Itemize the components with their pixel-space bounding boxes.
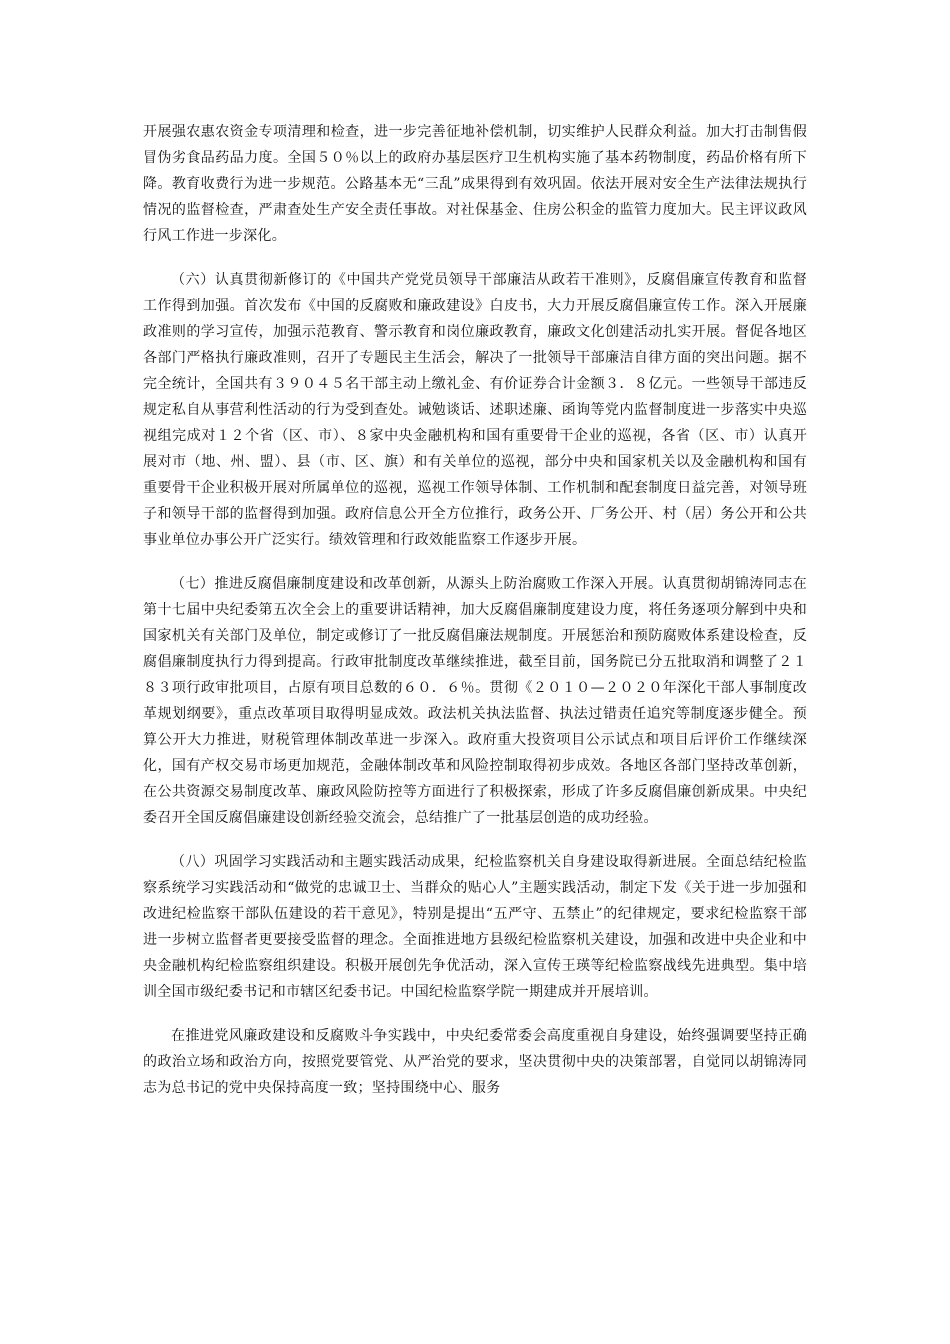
paragraph-section-seven: （七）推进反腐倡廉制度建设和改革创新，从源头上防治腐败工作深入开展。认真贯彻胡锦涛同志在第十七届中央纪委第五次全会上的重要讲话精神，加大反腐倡廉制度建设力度，将任务逐项分解到中央和国家机关有关部门及单位，制定或修订了一批反腐倡廉法规制度。开展惩治和预防腐败体系建设检查，反腐倡廉制度执行力得到提高。行政审批制度改革继续推进，截至目前，国务院已分五批取消和调整了２１８３项行政审批项目，占原有项目总数的６０．６％。贯彻《２０１０—２０２０年深化干部人事制度改革规划纲要》，重点改革项目取得明显成效。政法机关执法监督、执法过错责任追究等制度逐步健全。预算公开大力推进，财税管理体制改革进一步深入。政府重大投资项目公示试点和项目后评价工作继续深化，国有产权交易市场更加规范，金融体制改革和风险控制取得初步成效。各地区各部门坚持改革创新，在公共资源交易制度改革、廉政风险防控等方面进行了积极探索，形成了许多反腐倡廉创新成果。中央纪委召开全国反腐倡廉建设创新经验交流会，总结推广了一批基层创造的成功经验。 bbox=[143, 576, 807, 826]
document-page bbox=[143, 119, 807, 1101]
paragraph-continuation: 开展强农惠农资金专项清理和检查，进一步完善征地补偿机制，切实维护人民群众利益。加大打击制售假冒伪劣食品药品力度。全国５０％以上的政府办基层医疗卫生机构实施了基本药物制度，药品价格有所下降。教育收费行为进一步规范。公路基本无“三乱”成果得到有效巩固。依法开展对安全生产法律法规执行情况的监督检查，严肃查处生产安全责任事故。对社保基金、住房公积金的监管力度加大。民主评议政风行风工作进一步深化。 bbox=[143, 124, 807, 244]
paragraph-section-eight: （八）巩固学习实践活动和主题实践活动成果，纪检监察机关自身建设取得新进展。全面总结纪检监察系统学习实践活动和“做党的忠诚卫士、当群众的贴心人”主题实践活动，制定下发《关于进一步加强和改进纪检监察干部队伍建设的若干意见》，特别是提出“五严守、五禁止”的纪律规定，要求纪检监察干部进一步树立监督者更要接受监督的理念。全面推进地方县级纪检监察机关建设，加强和改进中央企业和中央金融机构纪检监察组织建设。积极开展创先争优活动，深入宣传王瑛等纪检监察战线先进典型。集中培训全国市级纪委书记和市辖区纪委书记。中国纪检监察学院一期建成并开展培训。 bbox=[143, 854, 807, 1000]
paragraph-self-construction: 在推进党风廉政建设和反腐败斗争实践中，中央纪委常委会高度重视自身建设，始终强调要坚持正确的政治立场和政治方向，按照党要管党、从严治党的要求，坚决贯彻中央的决策部署，自觉同以胡锦涛同志为总书记的党中央保持高度一致；坚持围绕中心、服务 bbox=[143, 1028, 807, 1096]
paragraph-section-six: （六）认真贯彻新修订的《中国共产党党员领导干部廉洁从政若干准则》，反腐倡廉宣传教育和监督工作得到加强。首次发布《中国的反腐败和廉政建设》白皮书，大力开展反腐倡廉宣传工作。深入开展廉政准则的学习宣传，加强示范教育、警示教育和岗位廉政教育，廉政文化创建活动扎实开展。督促各地区各部门严格执行廉政准则，召开了专题民主生活会，解决了一批领导干部廉洁自律方面的突出问题。据不完全统计，全国共有３９０４５名干部主动上缴礼金、有价证券合计金额３．８亿元。一些领导干部违反规定私自从事营利性活动的行为受到查处。诫勉谈话、述职述廉、函询等党内监督制度进一步落实中央巡视组完成对１２个省（区、市）、８家中央金融机构和国有重要骨干企业的巡视，各省（区、市）认真开展对市（地、州、盟）、县（市、区、旗）和有关单位的巡视，部分中央和国家机关以及金融机构和国有重要骨干企业积极开展对所属单位的巡视，巡视工作领导体制、工作机制和配套制度日益完善，对领导班子和领导干部的监督得到加强。政府信息公开全方位推行，政务公开、厂务公开、村（居）务公开和公共事业单位办事公开广泛实行。绩效管理和行政效能监察工作逐步开展。 bbox=[143, 272, 807, 548]
